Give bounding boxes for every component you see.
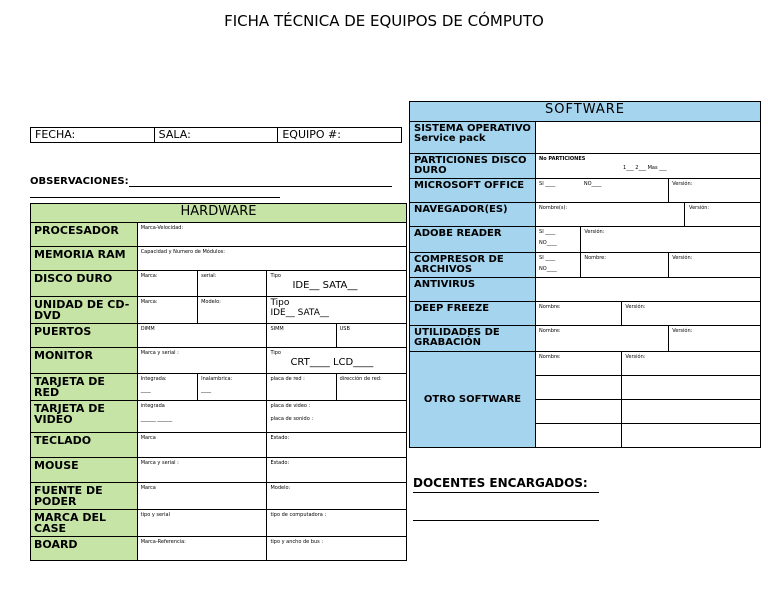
compresor-si: SI ____ xyxy=(539,255,556,261)
video-placa-label: placa de video : xyxy=(270,403,311,409)
video-integrada-label: integrada xyxy=(140,403,165,409)
meta-row xyxy=(30,127,402,143)
otro-nombre-field-2[interactable] xyxy=(536,376,622,400)
office-si-field[interactable]: SI ____ xyxy=(536,179,581,203)
board-bus-field[interactable]: tipo y ancho de bus : xyxy=(267,537,407,561)
red-inalambrica-label: Inalambrica: xyxy=(201,376,233,382)
monitor-tipo-field[interactable] xyxy=(267,348,407,374)
otro-version-field-2[interactable] xyxy=(622,376,761,400)
teclado-estado-field[interactable]: Estado: xyxy=(267,433,407,458)
red-inalambrica-field[interactable] xyxy=(198,374,267,401)
adobe-version-field[interactable]: Versión: xyxy=(581,227,761,253)
disco-marca-field[interactable]: Marca: xyxy=(137,271,197,297)
hardware-table xyxy=(30,203,407,561)
so-label: SISTEMA OPERATIVO Service pack xyxy=(410,122,536,154)
particiones-label: PARTICIONES DISCO DURO xyxy=(410,154,536,179)
disco-tipo-label: Tipo xyxy=(270,273,281,279)
mouse-estado-field[interactable]: Estado: xyxy=(267,458,407,483)
particiones-num-label: No PARTICIONES xyxy=(539,156,586,162)
observaciones-label: OBSERVACIONES: xyxy=(30,176,129,187)
monitor-tipo-options: CRT____ LCD____ xyxy=(290,357,374,368)
video-integrada-field[interactable] xyxy=(137,401,267,433)
puertos-simm-field[interactable]: SIMM xyxy=(267,324,336,348)
disco-tipo-field[interactable] xyxy=(267,271,407,297)
navegador-label: NAVEGADOR(ES) xyxy=(410,203,536,227)
mouse-serial-field[interactable]: Marca y serial : xyxy=(137,458,267,483)
navegador-nombre-label: Nombre(s): xyxy=(539,205,568,211)
video-placa-field[interactable] xyxy=(267,401,407,433)
red-integrada-label: Integrada: xyxy=(140,376,167,382)
puertos-usb-field[interactable]: USB xyxy=(336,324,406,348)
fuente-modelo-field[interactable]: Modelo: xyxy=(267,483,407,510)
disco-serial-field[interactable]: serial: xyxy=(198,271,267,297)
compresor-no: NO____ xyxy=(539,266,557,272)
memoria-label: MEMORIA RAM xyxy=(31,247,138,271)
red-direccion-field[interactable]: dirección de red: xyxy=(336,374,406,401)
office-label: MICROSOFT OFFICE xyxy=(410,179,536,203)
compresor-version-field[interactable]: Versión: xyxy=(669,253,761,278)
case-serial-field[interactable]: tipo y serial xyxy=(137,510,267,537)
otro-label: OTRO SOFTWARE xyxy=(410,352,536,448)
deepfreeze-nombre-field[interactable]: Nombre: xyxy=(536,302,622,326)
office-no-field[interactable]: NO____ xyxy=(581,179,669,203)
video-sonido-label: placa de sonido : xyxy=(270,416,314,422)
fuente-label: FUENTE DE PODER xyxy=(31,483,138,510)
docentes-line-2[interactable] xyxy=(413,520,599,521)
docentes-line-1[interactable] xyxy=(413,492,599,493)
equipo-field[interactable]: EQUIPO #: xyxy=(282,128,341,141)
cddvd-tipo-label: Tipo xyxy=(270,298,290,308)
adobe-si: SI ____ xyxy=(539,229,556,235)
video-label: TARJETA DE VIDEO xyxy=(31,401,138,433)
hardware-header: HARDWARE xyxy=(31,204,407,223)
board-marca-field[interactable]: Marca-Referencia: xyxy=(137,537,267,561)
otro-nombre-field-3[interactable] xyxy=(536,400,622,424)
adobe-si-no-field[interactable] xyxy=(536,227,581,253)
disco-label: DISCO DURO xyxy=(31,271,138,297)
monitor-label: MONITOR xyxy=(31,348,138,374)
otro-version-field-3[interactable] xyxy=(622,400,761,424)
mouse-label: MOUSE xyxy=(31,458,138,483)
otro-nombre-field[interactable]: Nombre: xyxy=(536,352,622,376)
compresor-label: COMPRESOR DE ARCHIVOS xyxy=(410,253,536,278)
puertos-label: PUERTOS xyxy=(31,324,138,348)
sala-field[interactable]: SALA: xyxy=(155,128,279,142)
red-integrada-field[interactable] xyxy=(137,374,197,401)
monitor-tipo-label: Tipo xyxy=(270,350,281,356)
navegador-field[interactable] xyxy=(536,203,761,227)
software-table xyxy=(409,101,761,448)
deepfreeze-label: DEEP FREEZE xyxy=(410,302,536,326)
red-placa-field[interactable]: placa de red : xyxy=(267,374,336,401)
case-tipo-field[interactable]: tipo de computadora : xyxy=(267,510,407,537)
otro-version-field-4[interactable] xyxy=(622,424,761,448)
software-header: SOFTWARE xyxy=(410,102,761,122)
grabacion-nombre-field[interactable]: Nombre: xyxy=(536,326,669,352)
page-title: FICHA TÉCNICA DE EQUIPOS DE CÓMPUTO xyxy=(224,12,544,30)
antivirus-label: ANTIVIRUS xyxy=(410,278,536,302)
cddvd-tipo-options: IDE__ SATA__ xyxy=(270,308,329,318)
observaciones-field[interactable] xyxy=(30,176,406,198)
particiones-options: 1___ 2___ Mas ___ xyxy=(623,165,667,171)
red-integrada-blank: ____ xyxy=(140,387,151,393)
case-label: MARCA DEL CASE xyxy=(31,510,138,537)
monitor-serial-field[interactable]: Marca y serial : xyxy=(137,348,267,374)
otro-version-field[interactable]: Versión: xyxy=(622,352,761,376)
grabacion-label: UTILIDADES DE GRABACIÓN xyxy=(410,326,536,352)
grabacion-version-field[interactable]: Versión: xyxy=(669,326,761,352)
puertos-dimm-field[interactable]: DIMM xyxy=(137,324,267,348)
compresor-si-no-field[interactable] xyxy=(536,253,581,278)
office-version-field[interactable]: Versión: xyxy=(669,179,761,203)
cddvd-marca-field[interactable]: Marca: xyxy=(137,297,197,324)
docentes-label: DOCENTES ENCARGADOS: xyxy=(413,476,588,490)
fecha-field[interactable]: FECHA: xyxy=(31,128,155,142)
memoria-field[interactable]: Capacidad y Numero de Módulos: xyxy=(137,247,406,271)
disco-tipo-options: IDE__ SATA__ xyxy=(292,280,358,291)
red-inalambrica-blank: ____ xyxy=(201,387,212,393)
teclado-marca-field[interactable]: Marca xyxy=(137,433,267,458)
navegador-version-label: Versión: xyxy=(684,203,709,226)
cddvd-modelo-field[interactable]: Modelo: xyxy=(198,297,267,324)
cddvd-label: UNIDAD DE CD-DVD xyxy=(31,297,138,324)
compresor-nombre-field[interactable]: Nombre: xyxy=(581,253,669,278)
fuente-marca-field[interactable]: Marca xyxy=(137,483,267,510)
otro-nombre-field-4[interactable] xyxy=(536,424,622,448)
cddvd-tipo-field[interactable] xyxy=(267,297,407,324)
particiones-field[interactable] xyxy=(536,154,761,179)
procesador-label: PROCESADOR xyxy=(31,223,138,247)
adobe-no: NO____ xyxy=(539,240,557,246)
red-label: TARJETA DE RED xyxy=(31,374,138,401)
so-field[interactable] xyxy=(536,122,761,154)
video-integrada-blanks: ______ ______ xyxy=(140,416,173,422)
deepfreeze-version-field[interactable]: Versión: xyxy=(622,302,761,326)
antivirus-field[interactable] xyxy=(536,278,761,302)
teclado-label: TECLADO xyxy=(31,433,138,458)
board-label: BOARD xyxy=(31,537,138,561)
adobe-label: ADOBE READER xyxy=(410,227,536,253)
procesador-field[interactable]: Marca-Velocidad: xyxy=(137,223,406,247)
